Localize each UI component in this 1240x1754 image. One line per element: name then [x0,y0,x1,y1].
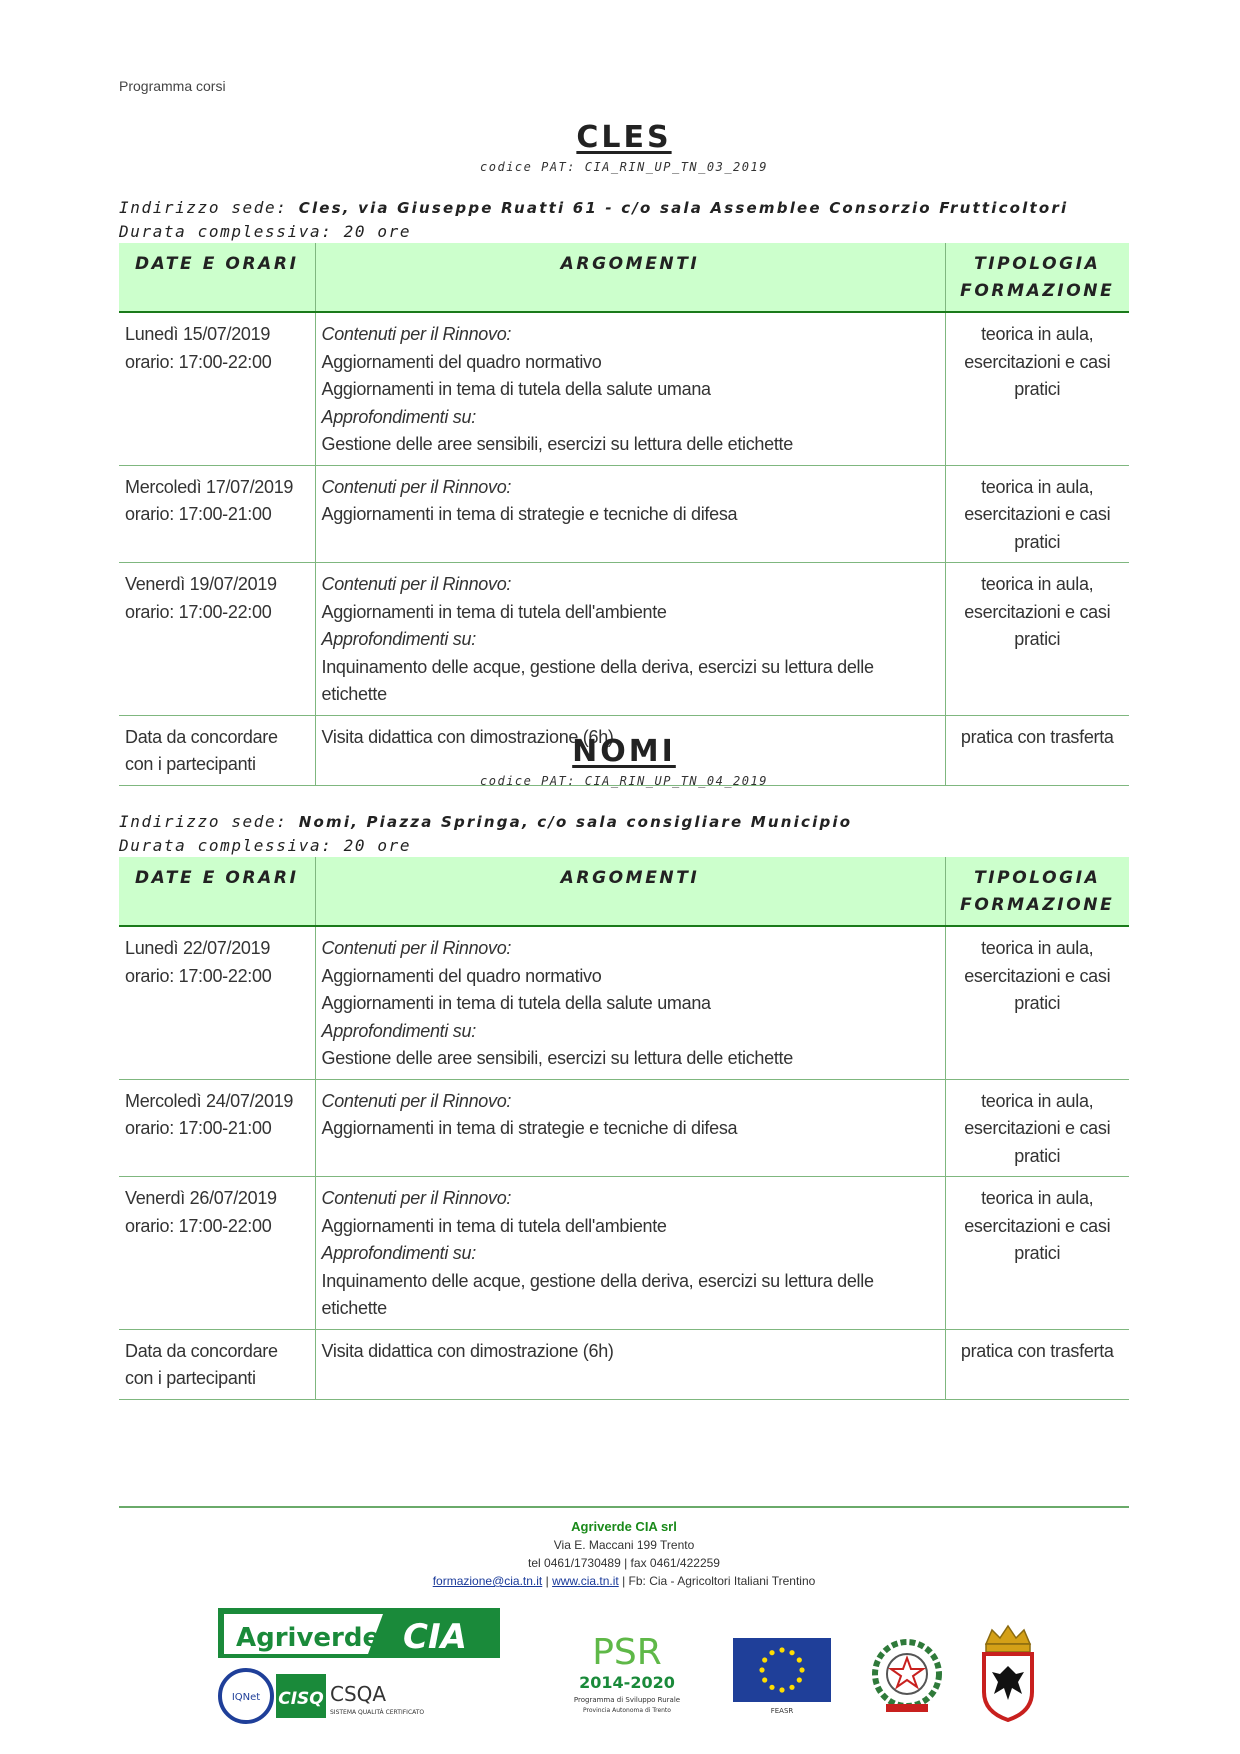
topics-cell [315,563,945,716]
topic-line: Aggiornamenti in tema di tutela dell'ambiente [321,601,667,622]
header-type: TIPOLOGIA FORMAZIONE [945,243,1129,312]
topics-cell [315,926,945,1079]
topic-line: Aggiornamenti in tema di tutela della salute umana [321,993,711,1013]
topic-line: Approfondimenti su: [321,1020,476,1041]
topic-line: Gestione delle aree sensibili, esercizi su lettura delle etichette [321,434,793,454]
topics-cell [315,312,945,465]
time: orario: 17:00-21:00 [125,504,272,524]
footer-address: Via E. Maccani 199 Trento [553,1538,695,1552]
psr-text: PSR [592,1632,662,1673]
eu-star-icon [759,1667,764,1672]
schedule-table [119,243,1129,786]
topic-line: Visita didattica con dimostrazione (6h) [321,1340,614,1361]
type-cell: pratica con trasferta [945,1329,1129,1399]
topic-line: Aggiornamenti del quadro normativo [321,965,602,986]
topics-cell [315,1177,945,1330]
address-line [119,196,1129,220]
time: orario: 17:00-22:00 [125,601,272,622]
table-row [119,1177,1129,1330]
psr-logo [567,1628,687,1718]
course-meta [119,810,1129,857]
table-row [119,563,1129,716]
time: orario: 17:00-21:00 [125,1118,272,1138]
topic-line: Contenuti per il Rinnovo: [321,1188,512,1208]
trentino-coat-of-arms-logo [978,1622,1038,1722]
day: Lunedì 22/07/2019 [125,938,271,958]
eu-star-icon [799,1667,804,1672]
date-cell [119,563,315,716]
duration-value: 20 ore [343,222,412,241]
day: Data da concordare con i partecipanti [125,726,278,774]
topics-cell [315,1079,945,1177]
facebook-text: Fb: Cia - Agricoltori Italiani Trentino [628,1574,816,1588]
time: orario: 17:00-22:00 [125,1215,272,1236]
table-row [119,312,1129,465]
duration-line [119,220,1129,243]
topic-line: Contenuti per il Rinnovo: [321,938,512,958]
topic-line: Aggiornamenti in tema di strategie e tecniche di difesa [321,504,738,524]
section-title: NOMI [572,734,676,769]
italian-emblem-logo [872,1636,942,1716]
page-header-label: Programma corsi [119,78,226,94]
topics-cell [315,465,945,563]
table-row [119,1079,1129,1177]
topic-line: Contenuti per il Rinnovo: [321,1090,512,1111]
eu-star-icon [769,1650,774,1655]
eu-star-icon [769,1685,774,1690]
header-type: TIPOLOGIA FORMAZIONE [945,857,1129,926]
address-value: Nomi, Piazza Springa, c/o sala consigliare Municipio [298,813,853,831]
type-cell: teorica in aula, esercitazioni e casi pratici [945,926,1129,1079]
duration-label: Durata complessiva: [119,836,333,855]
logos-strip [0,1608,1240,1728]
eu-star-icon [789,1650,794,1655]
csqa-note: SISTEMA QUALITÀ CERTIFICATO [330,1709,425,1716]
course-section [119,118,1129,786]
table-header-row [119,243,1129,312]
topic-line: Aggiornamenti in tema di strategie e tecniche di difesa [321,1118,738,1138]
eu-star-icon [762,1677,767,1682]
crown-base [986,1644,1030,1652]
date-cell [119,926,315,1079]
table-row [119,1329,1129,1399]
eu-star-icon [779,1647,784,1652]
day: Lunedì 15/07/2019 [125,324,271,344]
day: Mercoledì 17/07/2019 [125,476,294,497]
date-cell [119,1079,315,1177]
topic-line: Contenuti per il Rinnovo: [321,574,512,594]
eu-star-icon [779,1687,784,1692]
duration-line [119,834,1129,857]
header-topics: ARGOMENTI [315,857,945,926]
eu-star-icon [789,1685,794,1690]
footer-company: Agriverde CIA srl [571,1519,677,1534]
table-header-row [119,857,1129,926]
feasr-label: FEASR [770,1707,794,1715]
day: Data da concordare con i partecipanti [125,1340,278,1388]
type-cell: teorica in aula, esercitazioni e casi pratici [945,1079,1129,1177]
topic-line: Aggiornamenti del quadro normativo [321,351,602,372]
address-value: Cles, via Giuseppe Ruatti 61 - c/o sala Assemblee Consorzio Frutticoltori [298,199,1069,217]
type-cell: teorica in aula, esercitazioni e casi pratici [945,465,1129,563]
date-cell [119,312,315,465]
topic-line: Aggiornamenti in tema di tutela della salute umana [321,379,711,399]
section-title: CLES [576,120,672,155]
agriverde-cia-logo [218,1608,500,1724]
course-code: codice PAT: CIA_RIN_UP_TN_04_2019 [480,774,768,788]
crown-icon [986,1626,1030,1644]
duration-label: Durata complessiva: [119,222,333,241]
type-cell: teorica in aula, esercitazioni e casi pratici [945,312,1129,465]
course-meta [119,196,1129,243]
duration-value: 20 ore [343,836,412,855]
footer [119,1506,1129,1590]
topic-line: Approfondimenti su: [321,629,476,649]
footer-phone: tel 0461/1730489 | fax 0461/422259 [528,1556,720,1570]
topic-line: Inquinamento delle acque, gestione della deriva, esercizi su lettura delle etichette [321,656,874,704]
topic-line: Contenuti per il Rinnovo: [321,476,512,497]
eu-flag-logo [733,1638,831,1718]
course-section [119,732,1129,1400]
topic-line: Approfondimenti su: [321,406,476,427]
table-row [119,926,1129,1079]
type-cell: pratica con trasferta [945,715,1129,785]
table-row [119,465,1129,563]
course-code: codice PAT: CIA_RIN_UP_TN_03_2019 [480,160,768,174]
csqa-text: CSQA [330,1682,387,1706]
eu-star-icon [762,1657,767,1662]
type-cell: teorica in aula, esercitazioni e casi pratici [945,563,1129,716]
day: Mercoledì 24/07/2019 [125,1090,294,1111]
eu-star-icon [797,1677,802,1682]
address-line [119,810,1129,834]
day: Venerdì 26/07/2019 [125,1188,277,1208]
emblem-ribbon [886,1704,928,1712]
topic-line: Contenuti per il Rinnovo: [321,324,512,344]
address-label: Indirizzo sede: [119,198,288,217]
topic-line: Approfondimenti su: [321,1243,476,1263]
header-date: DATE E ORARI [119,243,315,312]
topics-cell [315,1329,945,1399]
time: orario: 17:00-22:00 [125,965,272,986]
header-topics: ARGOMENTI [315,243,945,312]
cisq-text: CISQ [278,1689,324,1709]
topic-line: Visita didattica con dimostrazione (6h) [321,726,614,747]
topic-line: Gestione delle aree sensibili, esercizi su lettura delle etichette [321,1048,793,1068]
agriverde-wordmark: Agriverde [236,1623,381,1653]
eu-star-icon [797,1657,802,1662]
type-cell: teorica in aula, esercitazioni e casi pratici [945,1177,1129,1330]
topic-line: Inquinamento delle acque, gestione della deriva, esercizi su lettura delle etichette [321,1270,874,1318]
iqnet-text: IQNet [231,1692,261,1703]
psr-caption: Programma di Sviluppo Rurale [573,1696,681,1704]
schedule-table [119,857,1129,1400]
footer-contacts: formazione@cia.tn.it | www.cia.tn.it | Fb: Cia - Agricoltori Italiani Trentino [432,1574,816,1588]
day: Venerdì 19/07/2019 [125,574,277,594]
psr-sub: Provincia Autonoma di Trento [583,1707,671,1714]
website-link[interactable]: www.cia.tn.it [552,1574,619,1588]
header-date: DATE E ORARI [119,857,315,926]
psr-years: 2014-2020 [579,1673,675,1692]
topic-line: Aggiornamenti in tema di tutela dell'ambiente [321,1215,667,1236]
date-cell [119,1177,315,1330]
cia-wordmark: CIA [403,1617,467,1657]
time: orario: 17:00-22:00 [125,351,272,372]
date-cell [119,465,315,563]
email-link[interactable]: formazione@cia.tn.it [432,1574,543,1588]
address-label: Indirizzo sede: [119,812,288,831]
date-cell [119,1329,315,1399]
